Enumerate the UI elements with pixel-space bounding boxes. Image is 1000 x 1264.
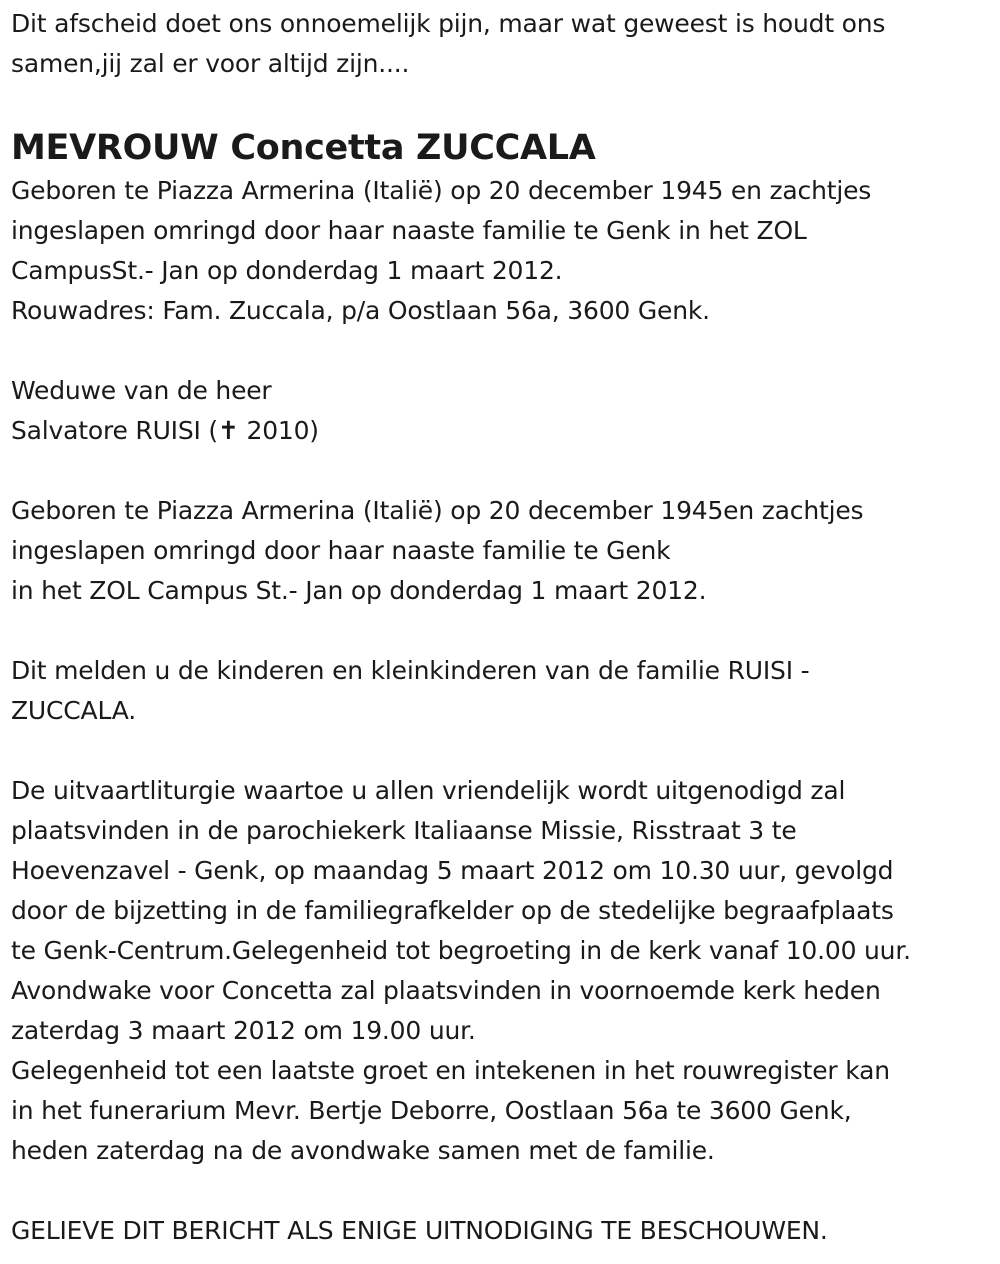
birth-block-repeat bbox=[11, 491, 991, 611]
funeral-details-block bbox=[11, 771, 991, 1171]
birth-and-address-block bbox=[11, 171, 991, 331]
spouse-name: Salvatore RUISI (✝ 2010) bbox=[11, 416, 319, 445]
text-line: ingeslapen omringd door haar naaste familie te Genk in het ZOL bbox=[11, 216, 807, 245]
text-line: CampusSt.- Jan op donderdag 1 maart 2012. bbox=[11, 256, 563, 285]
intro-line: samen,jij zal er voor altijd zijn.... bbox=[11, 49, 410, 78]
text-line: in het funerarium Mevr. Bertje Deborre, Oostlaan 56a te 3600 Genk, bbox=[11, 1096, 852, 1125]
mourning-address: Rouwadres: Fam. Zuccala, p/a Oostlaan 56a, 3600 Genk. bbox=[11, 296, 710, 325]
announcement-block bbox=[11, 651, 991, 731]
intro-text bbox=[11, 4, 991, 84]
text-line: ingeslapen omringd door haar naaste familie te Genk bbox=[11, 536, 671, 565]
text-line: plaatsvinden in de parochiekerk Italiaanse Missie, Risstraat 3 te bbox=[11, 816, 797, 845]
text-line: De uitvaartliturgie waartoe u allen vriendelijk wordt uitgenodigd zal bbox=[11, 776, 846, 805]
text-line: heden zaterdag na de avondwake samen met de familie. bbox=[11, 1136, 715, 1165]
text-line: te Genk-Centrum.Gelegenheid tot begroeting in de kerk vanaf 10.00 uur. bbox=[11, 936, 911, 965]
text-line: Avondwake voor Concetta zal plaatsvinden in voornoemde kerk heden bbox=[11, 976, 881, 1005]
text-line: Weduwe van de heer bbox=[11, 376, 272, 405]
text-line: Geboren te Piazza Armerina (Italië) op 20 december 1945en zachtjes bbox=[11, 496, 864, 525]
text-line: zaterdag 3 maart 2012 om 19.00 uur. bbox=[11, 1016, 476, 1045]
text-line: door de bijzetting in de familiegrafkelder op de stedelijke begraafplaats bbox=[11, 896, 894, 925]
text-line: Dit melden u de kinderen en kleinkinderen van de familie RUISI - bbox=[11, 656, 810, 685]
intro-line: Dit afscheid doet ons onnoemelijk pijn, maar wat geweest is houdt ons bbox=[11, 9, 886, 38]
text-line: in het ZOL Campus St.- Jan op donderdag 1 maart 2012. bbox=[11, 576, 707, 605]
deceased-name-heading: MEVROUW Concetta ZUCCALA bbox=[11, 128, 596, 168]
closing-notice: GELIEVE DIT BERICHT ALS ENIGE UITNODIGING TE BESCHOUWEN. bbox=[11, 1216, 828, 1245]
text-line: Geboren te Piazza Armerina (Italië) op 20 december 1945 en zachtjes bbox=[11, 176, 872, 205]
text-line: Gelegenheid tot een laatste groet en intekenen in het rouwregister kan bbox=[11, 1056, 890, 1085]
widow-block bbox=[11, 371, 991, 451]
text-line: ZUCCALA. bbox=[11, 696, 136, 725]
text-line: Hoevenzavel - Genk, op maandag 5 maart 2012 om 10.30 uur, gevolgd bbox=[11, 856, 894, 885]
obituary-document bbox=[11, 4, 991, 1251]
